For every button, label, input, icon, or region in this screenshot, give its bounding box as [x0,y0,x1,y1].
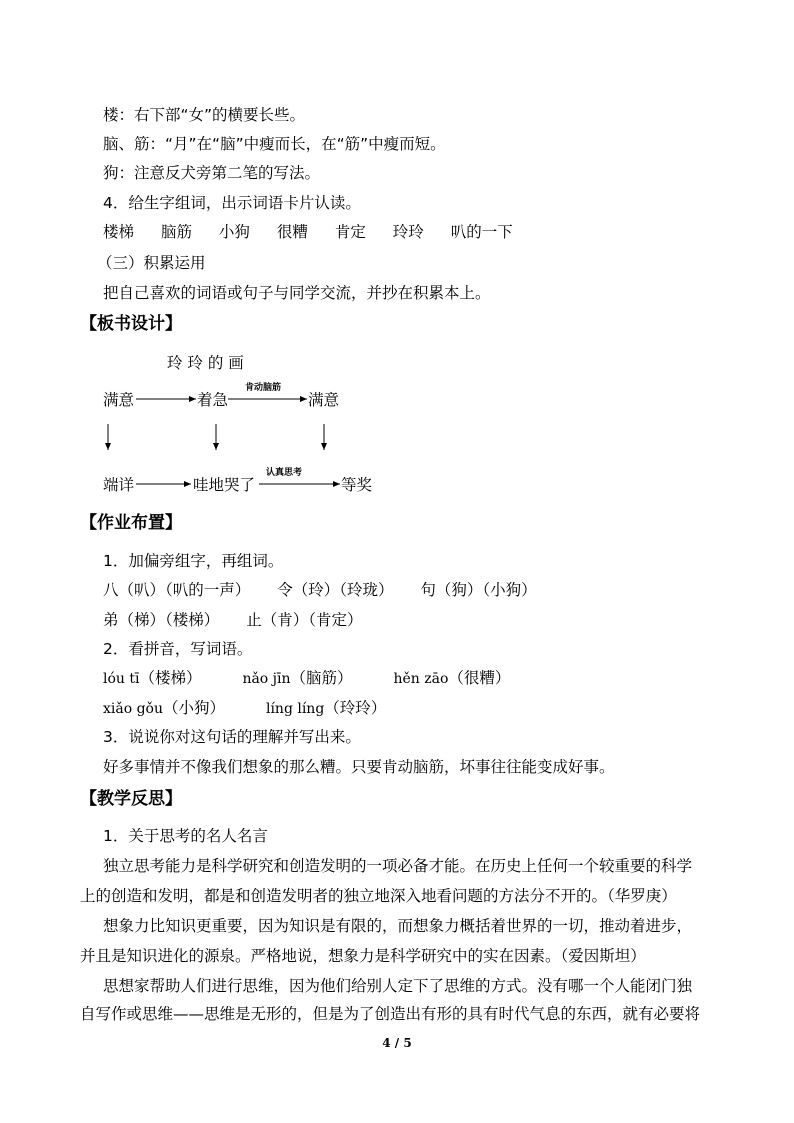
quote-hua-line-2: 上的创造和发明，都是和创造发明者的独立地深入地看问题的方法分不开的。（华罗庚） [80,887,677,905]
board-diagram [0,0,794,520]
word-card: 很糟 [276,223,308,241]
pinyin-text: lóu tī [103,671,140,687]
heading-board-design: 【板书设计】 [80,314,182,334]
quote-thinker-line-1: 思想家帮助人们进行思维，因为他们给别人定下了思维的方式。没有哪一个人能闭门独 [103,977,693,995]
pinyin-row-1 [103,668,510,689]
pinyin-row-2 [103,698,386,719]
text-line-naojin: 脑、筋：“月”在“脑”中瘦而长，在“筋”中瘦而短。 [103,135,446,153]
text-line-lou: 楼：右下部“女”的横要长些。 [103,106,306,124]
word-card: 楼梯 [103,223,135,241]
radical-exercise: 弟（梯）（楼梯） [103,611,220,629]
heading-reflection: 【教学反思】 [80,789,182,809]
board-node-bottom-1: 端详 [103,476,135,494]
pinyin-word: （楼梯） [139,669,202,687]
board-node-top-3: 满意 [308,391,340,409]
text-line-step4: 4．给生字组词，出示词语卡片认读。 [103,194,361,212]
quote-hua-line-1: 独立思考能力是科学研究和创造发明的一项必备才能。在历史上任何一个较重要的科学 [103,857,693,875]
pinyin-word: （脑筋） [290,669,353,687]
pinyin-word: （玲玲） [324,699,387,717]
board-node-top-1: 满意 [103,391,135,409]
word-card: 叭的一下 [450,223,513,241]
homework-item-3: 3．说说你对这句话的理解并写出来。 [103,728,361,746]
radical-exercise: 令（玲）（玲珑） [277,581,394,599]
page-number: 4 / 5 [382,1036,412,1050]
word-card: 肯定 [334,223,366,241]
pinyin-text: hěn zāo [393,671,449,687]
word-card: 小狗 [218,223,250,241]
arrow-label-bottom: 认真思考 [266,468,303,478]
radical-exercise: 止（肯）（肯定） [246,611,363,629]
quote-einstein-line-2: 并且是知识进化的源泉。严格地说，想象力是科学研究中的实在因素。（爱因斯坦） [80,947,646,965]
homework-item-1: 1．加偏旁组字，再组词。 [103,552,284,570]
board-title: 玲 玲 的 画 [167,354,244,372]
homework-sentence: 好多事情并不像我们想象的那么糟。只要肯动脑筋，坏事往往能变成好事。 [103,758,615,776]
text-line-accumulate: 把自己喜欢的词语或句子与同学交流，并抄在积累本上。 [103,284,491,302]
section-title-accumulate: （三）积累运用 [97,254,206,272]
radical-exercise: 八（叭）（叭的一声） [103,581,251,599]
pinyin-text: líng líng [265,701,325,717]
word-card: 脑筋 [160,223,192,241]
radical-exercise: 句（狗）（小狗） [420,581,537,599]
homework-row-1 [103,580,537,600]
homework-row-2 [103,610,362,630]
pinyin-text: xiǎo gǒu [103,701,164,717]
board-node-top-2: 着急 [197,391,229,409]
pinyin-word: （很糟） [448,669,511,687]
quote-thinker-line-2: 自写作或思维——思维是无形的，但是为了创造出有形的具有时代气息的东西，就有必要将 [80,1005,701,1023]
arrow-label-top: 肯动脑筋 [245,383,282,393]
text-line-gou: 狗：注意反犬旁第二笔的写法。 [103,164,321,182]
pinyin-text: nǎo jīn [242,671,291,687]
board-node-bottom-3: 等奖 [341,476,373,494]
word-card: 玲玲 [392,223,424,241]
homework-item-2: 2．看拼音，写词语。 [103,640,253,658]
reflection-item-1: 1．关于思考的名人名言 [103,827,268,845]
heading-homework: 【作业布置】 [80,513,182,533]
quote-einstein-line-1: 想象力比知识更重要，因为知识是有限的，而想象力概括着世界的一切，推动着进步， [103,917,693,935]
pinyin-word: （小狗） [163,699,226,717]
board-node-bottom-2: 哇地哭了 [193,476,256,494]
